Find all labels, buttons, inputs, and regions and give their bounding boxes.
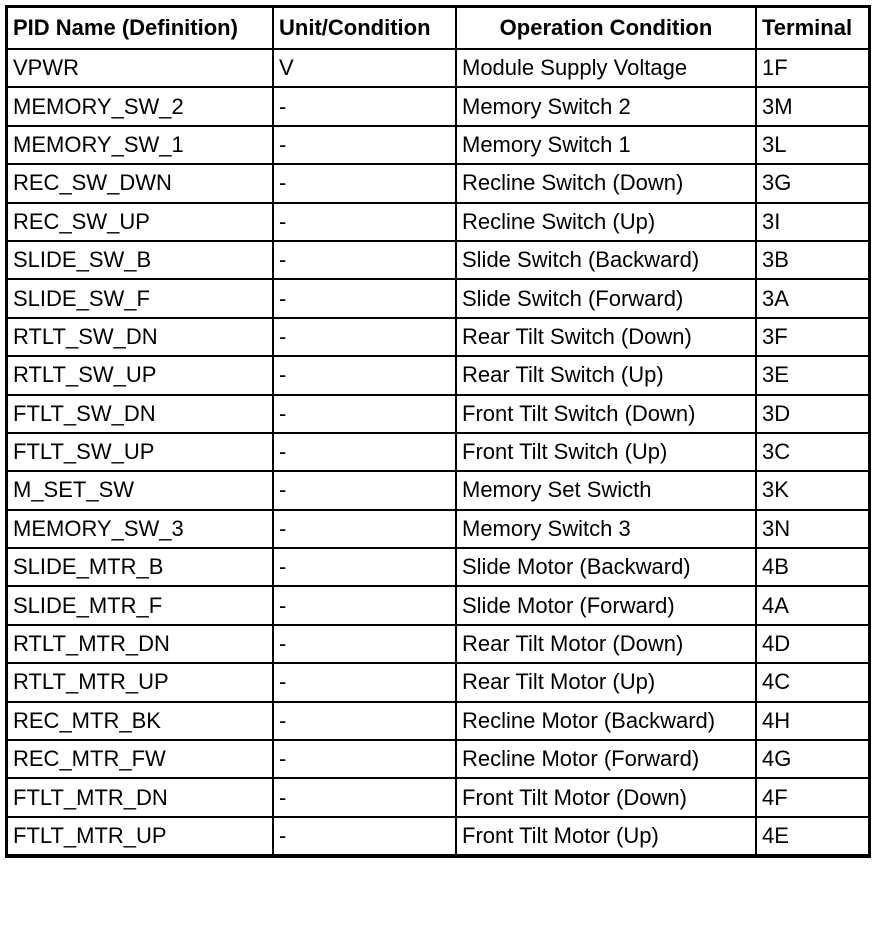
operation-condition-cell: Front Tilt Switch (Down): [456, 395, 756, 433]
pid-name-cell: MEMORY_SW_1: [7, 126, 273, 164]
table-row: [7, 510, 869, 548]
terminal-cell: 4B: [756, 548, 869, 586]
header-pid-name: PID Name (Definition): [7, 7, 273, 49]
table-row: [7, 126, 869, 164]
unit-condition-cell: -: [273, 817, 456, 855]
table-row: [7, 471, 869, 509]
unit-condition-cell: -: [273, 203, 456, 241]
operation-condition-cell: Module Supply Voltage: [456, 49, 756, 87]
terminal-cell: 4G: [756, 740, 869, 778]
pid-name-cell: REC_SW_DWN: [7, 164, 273, 202]
terminal-cell: 4A: [756, 586, 869, 624]
header-terminal: Terminal: [756, 7, 869, 49]
table-row: [7, 433, 869, 471]
unit-condition-cell: -: [273, 356, 456, 394]
pid-name-cell: FTLT_MTR_UP: [7, 817, 273, 855]
operation-condition-cell: Slide Switch (Forward): [456, 279, 756, 317]
terminal-cell: 3A: [756, 279, 869, 317]
operation-condition-cell: Rear Tilt Switch (Up): [456, 356, 756, 394]
pid-name-cell: SLIDE_MTR_F: [7, 586, 273, 624]
table-row: [7, 625, 869, 663]
unit-condition-cell: -: [273, 87, 456, 125]
unit-condition-cell: -: [273, 395, 456, 433]
table-row: [7, 241, 869, 279]
table-header-row: [7, 7, 869, 49]
terminal-cell: 3L: [756, 126, 869, 164]
table-row: [7, 356, 869, 394]
operation-condition-cell: Rear Tilt Switch (Down): [456, 318, 756, 356]
terminal-cell: 3C: [756, 433, 869, 471]
unit-condition-cell: -: [273, 778, 456, 816]
pid-name-cell: RTLT_MTR_UP: [7, 663, 273, 701]
operation-condition-cell: Rear Tilt Motor (Down): [456, 625, 756, 663]
table-row: [7, 778, 869, 816]
unit-condition-cell: -: [273, 663, 456, 701]
pid-name-cell: SLIDE_SW_B: [7, 241, 273, 279]
table-row: [7, 817, 869, 855]
terminal-cell: 4C: [756, 663, 869, 701]
operation-condition-cell: Recline Switch (Up): [456, 203, 756, 241]
pid-name-cell: MEMORY_SW_2: [7, 87, 273, 125]
terminal-cell: 3K: [756, 471, 869, 509]
pid-name-cell: SLIDE_SW_F: [7, 279, 273, 317]
unit-condition-cell: -: [273, 164, 456, 202]
unit-condition-cell: -: [273, 279, 456, 317]
pid-name-cell: REC_MTR_FW: [7, 740, 273, 778]
table-row: [7, 203, 869, 241]
pid-name-cell: RTLT_SW_UP: [7, 356, 273, 394]
pid-table: [6, 6, 870, 857]
terminal-cell: 3F: [756, 318, 869, 356]
operation-condition-cell: Memory Switch 1: [456, 126, 756, 164]
pid-name-cell: RTLT_SW_DN: [7, 318, 273, 356]
unit-condition-cell: -: [273, 586, 456, 624]
operation-condition-cell: Memory Switch 3: [456, 510, 756, 548]
unit-condition-cell: -: [273, 702, 456, 740]
unit-condition-cell: -: [273, 241, 456, 279]
unit-condition-cell: -: [273, 318, 456, 356]
terminal-cell: 3I: [756, 203, 869, 241]
table-row: [7, 49, 869, 87]
unit-condition-cell: -: [273, 625, 456, 663]
pid-name-cell: FTLT_SW_DN: [7, 395, 273, 433]
terminal-cell: 3E: [756, 356, 869, 394]
table-row: [7, 548, 869, 586]
pid-name-cell: FTLT_SW_UP: [7, 433, 273, 471]
unit-condition-cell: -: [273, 126, 456, 164]
operation-condition-cell: Slide Switch (Backward): [456, 241, 756, 279]
operation-condition-cell: Front Tilt Switch (Up): [456, 433, 756, 471]
unit-condition-cell: -: [273, 740, 456, 778]
pid-name-cell: MEMORY_SW_3: [7, 510, 273, 548]
table-body: [7, 49, 869, 855]
terminal-cell: 4D: [756, 625, 869, 663]
terminal-cell: 3G: [756, 164, 869, 202]
unit-condition-cell: -: [273, 471, 456, 509]
operation-condition-cell: Slide Motor (Backward): [456, 548, 756, 586]
pid-name-cell: REC_MTR_BK: [7, 702, 273, 740]
terminal-cell: 4H: [756, 702, 869, 740]
unit-condition-cell: -: [273, 548, 456, 586]
operation-condition-cell: Recline Motor (Backward): [456, 702, 756, 740]
operation-condition-cell: Recline Switch (Down): [456, 164, 756, 202]
header-operation-condition: Operation Condition: [456, 7, 756, 49]
operation-condition-cell: Front Tilt Motor (Up): [456, 817, 756, 855]
terminal-cell: 3N: [756, 510, 869, 548]
terminal-cell: 3D: [756, 395, 869, 433]
table-row: [7, 164, 869, 202]
terminal-cell: 1F: [756, 49, 869, 87]
pid-name-cell: SLIDE_MTR_B: [7, 548, 273, 586]
table-row: [7, 318, 869, 356]
header-unit-condition: Unit/Condition: [273, 7, 456, 49]
terminal-cell: 3M: [756, 87, 869, 125]
pid-name-cell: VPWR: [7, 49, 273, 87]
pid-name-cell: FTLT_MTR_DN: [7, 778, 273, 816]
table-row: [7, 87, 869, 125]
table-row: [7, 279, 869, 317]
table-row: [7, 586, 869, 624]
pid-name-cell: RTLT_MTR_DN: [7, 625, 273, 663]
operation-condition-cell: Rear Tilt Motor (Up): [456, 663, 756, 701]
terminal-cell: 4F: [756, 778, 869, 816]
terminal-cell: 3B: [756, 241, 869, 279]
operation-condition-cell: Slide Motor (Forward): [456, 586, 756, 624]
operation-condition-cell: Front Tilt Motor (Down): [456, 778, 756, 816]
operation-condition-cell: Memory Set Swicth: [456, 471, 756, 509]
pid-name-cell: M_SET_SW: [7, 471, 273, 509]
unit-condition-cell: -: [273, 510, 456, 548]
unit-condition-cell: V: [273, 49, 456, 87]
terminal-cell: 4E: [756, 817, 869, 855]
table-row: [7, 395, 869, 433]
table-row: [7, 663, 869, 701]
table-row: [7, 740, 869, 778]
unit-condition-cell: -: [273, 433, 456, 471]
pid-name-cell: REC_SW_UP: [7, 203, 273, 241]
operation-condition-cell: Memory Switch 2: [456, 87, 756, 125]
operation-condition-cell: Recline Motor (Forward): [456, 740, 756, 778]
table-row: [7, 702, 869, 740]
